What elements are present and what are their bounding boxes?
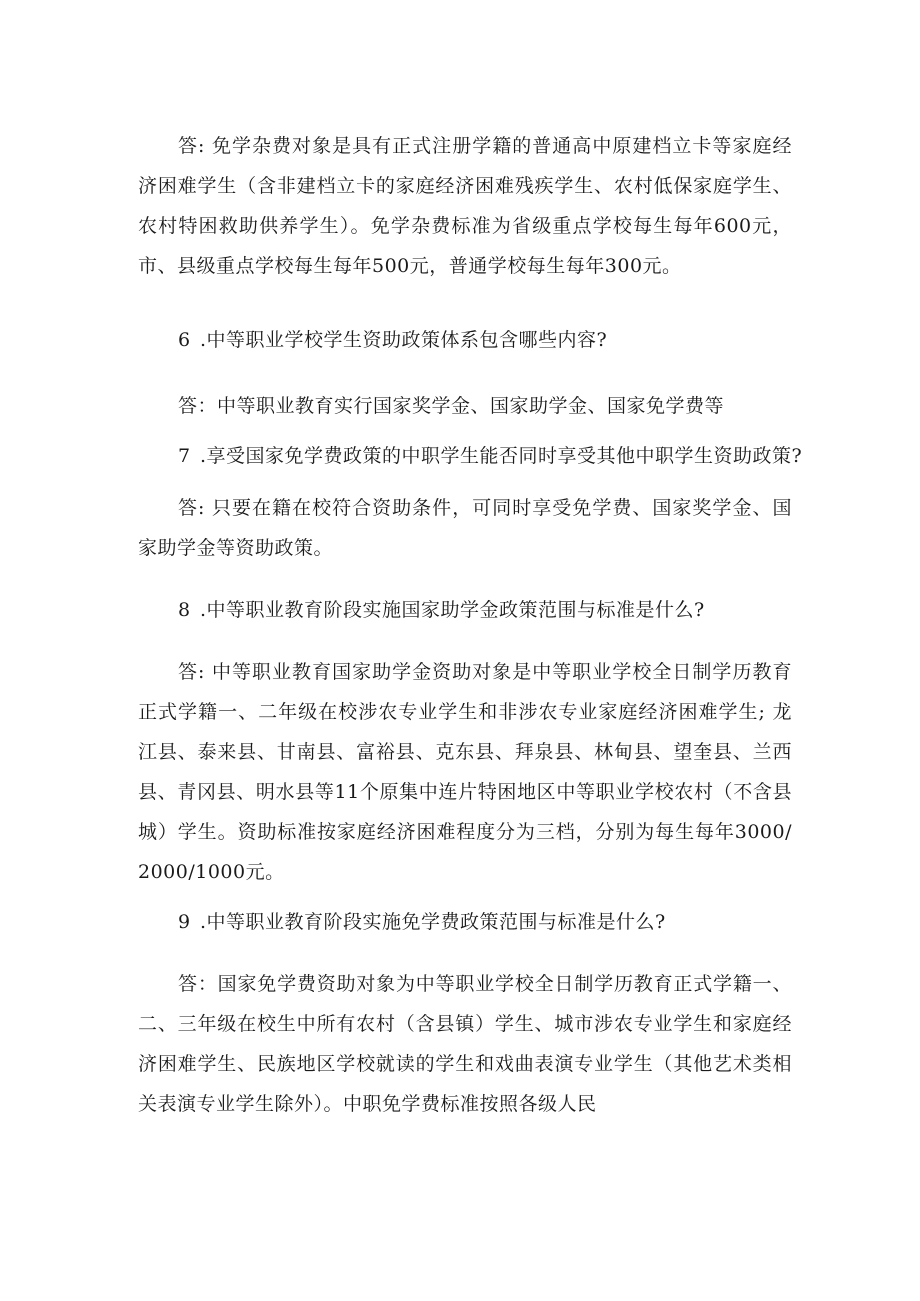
answer-8-paragraph: 答: 中等职业教育国家助学金资助对象是中等职业学校全日制学历教育正式学籍一、二年级在校涉农专业学生和非涉农专业家庭经济困难学生; 龙江县、泰来县、甘南县、富裕县、克东县、拜泉县、林甸县、望奎县、兰西县、青冈县、明水县等11个原集中连片特困地区中等职业学校农村（不含县城）学生。资助标准按家庭经济困难程度分为三档，分别为每生每年3000/2000/1000元。	[138, 661, 792, 883]
question-9	[178, 902, 818, 942]
question-6-text: .中等职业学校学生资助政策体系包含哪些内容?	[200, 329, 608, 351]
question-7-number: 7	[178, 445, 191, 467]
question-6	[178, 320, 818, 360]
answer-7-paragraph: 答: 只要在籍在校符合资助条件，可同时享受免学费、国家奖学金、国家助学金等资助政策。	[138, 497, 792, 559]
question-7	[178, 436, 818, 476]
question-8-text: .中等职业教育阶段实施国家助学金政策范围与标准是什么?	[200, 599, 705, 621]
answer-9-paragraph: 答：国家免学费资助对象为中等职业学校全日制学历教育正式学籍一、二、三年级在校生中所有农村（含县镇）学生、城市涉农专业学生和家庭经济困难学生、民族地区学校就读的学生和戏曲表演专业学生（其他艺术类相关表演专业学生除外）。中职免学费标准按照各级人民	[138, 973, 792, 1115]
question-8-number: 8	[178, 599, 191, 621]
question-7-text: .享受国家免学费政策的中职学生能否同时享受其他中职学生资助政策?	[200, 445, 803, 467]
question-8	[178, 590, 818, 630]
question-9-number: 9	[178, 911, 191, 933]
question-9-text: .中等职业教育阶段实施免学费政策范围与标准是什么?	[200, 911, 666, 933]
answer-5-paragraph: 答: 免学杂费对象是具有正式注册学籍的普通高中原建档立卡等家庭经济困难学生（含非建档立卡的家庭经济困难残疾学生、农村低保家庭学生、农村特困救助供养学生）。免学杂费标准为省级重点学校每生每年600元，市、县级重点学校每生每年500元，普通学校每生每年300元。	[138, 135, 792, 277]
question-6-number: 6	[178, 329, 191, 351]
answer-6-paragraph: 答：中等职业教育实行国家奖学金、国家助学金、国家免学费等	[178, 395, 725, 417]
